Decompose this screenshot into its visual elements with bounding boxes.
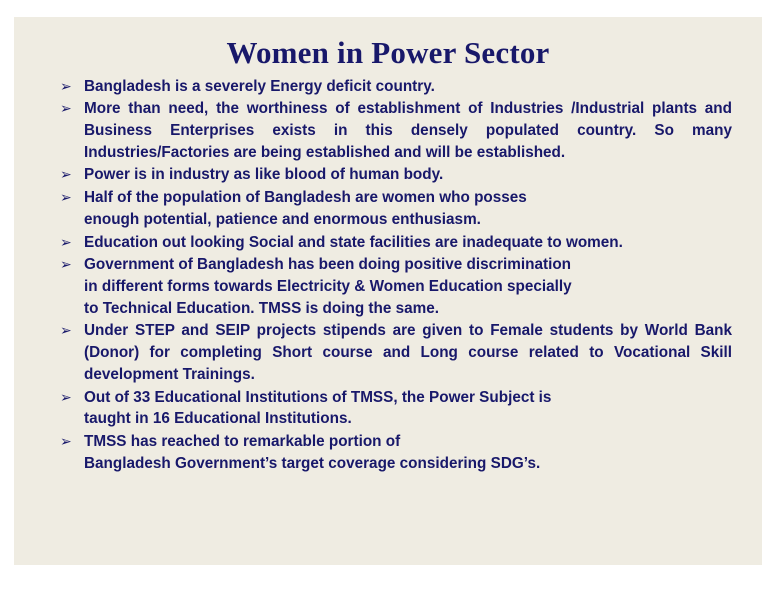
bullet-arrow-icon: ➢ (60, 100, 72, 117)
list-item (60, 98, 732, 163)
list-item-text (84, 254, 732, 319)
list-item (60, 431, 732, 474)
list-item-text (84, 320, 732, 385)
bullet-arrow-icon: ➢ (60, 77, 72, 94)
bullet-list (14, 76, 762, 475)
list-item (60, 187, 732, 230)
list-item-line: Bangladesh Government’s target coverage considering SDG’s. (84, 454, 541, 472)
list-item-line: Power is in industry as like blood of human body. (84, 166, 444, 184)
bullet-arrow-icon: ➢ (60, 433, 72, 450)
list-item (60, 387, 732, 430)
list-item-line: in different forms towards Electricity & Women Education specially (84, 278, 572, 296)
list-item-line: Bangladesh is a severely Energy deficit country. (84, 77, 435, 95)
list-item-line: TMSS has reached to remarkable portion of (84, 433, 401, 451)
list-item-line: Half of the population of Bangladesh are women who posses (84, 189, 527, 207)
list-item (60, 164, 732, 186)
list-item-line: to Technical Education. TMSS is doing the same. (84, 299, 439, 317)
bullet-arrow-icon: ➢ (60, 166, 72, 183)
list-item-text (84, 164, 732, 186)
list-item-line: Under STEP and SEIP projects stipends are given to Female students by World Bank (Donor) for completing Short course and Long course related to Vocational Skill development Trainings. (84, 322, 732, 383)
list-item-line: enough potential, patience and enormous enthusiasm. (84, 210, 481, 228)
bullet-arrow-icon: ➢ (60, 233, 72, 250)
bullet-arrow-icon: ➢ (60, 256, 72, 273)
list-item-line: More than need, the worthiness of establishment of Industries /Industrial plants and Business Enterprises exists in this densely populated country. So many Industries/Factories are being established and will be established. (84, 100, 732, 161)
list-item-text (84, 232, 732, 254)
page-title: Women in Power Sector (226, 35, 550, 70)
list-item-line: Government of Bangladesh has been doing positive discrimination (84, 256, 572, 274)
list-item (60, 320, 732, 385)
list-item-text (84, 187, 732, 230)
list-item-text (84, 76, 732, 98)
list-item-text (84, 98, 732, 163)
list-item (60, 254, 732, 319)
list-item-text (84, 431, 732, 474)
slide-canvas (14, 17, 762, 565)
list-item-text (84, 387, 732, 430)
list-item-line: Education out looking Social and state facilities are inadequate to women. (84, 233, 623, 251)
list-item-line: Out of 33 Educational Institutions of TMSS, the Power Subject is (84, 388, 552, 406)
bullet-arrow-icon: ➢ (60, 388, 72, 405)
list-item (60, 232, 732, 254)
bullet-arrow-icon: ➢ (60, 189, 72, 206)
bullet-arrow-icon: ➢ (60, 322, 72, 339)
list-item-line: taught in 16 Educational Institutions. (84, 410, 352, 428)
list-item (60, 76, 732, 98)
